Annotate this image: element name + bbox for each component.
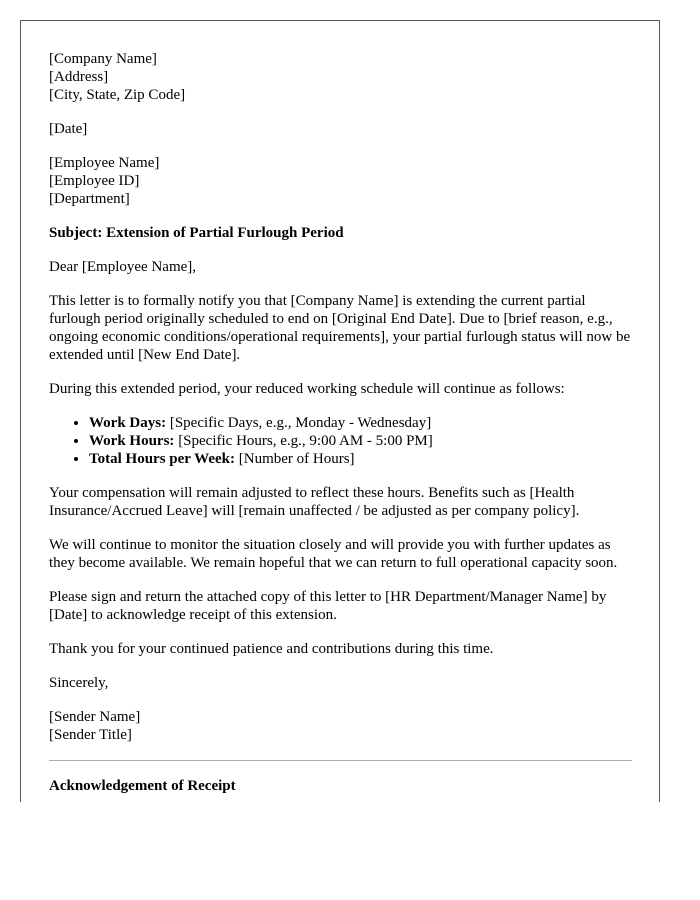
date-text: [Date] — [49, 121, 88, 137]
acknowledgement-title: Acknowledgement of Receipt — [49, 778, 236, 794]
schedule-label: Total Hours per Week: — [89, 451, 235, 467]
schedule-value: [Specific Days, e.g., Monday - Wednesday] — [166, 415, 432, 431]
employee-name: [Employee Name] — [49, 155, 160, 171]
paragraph-monitoring: We will continue to monitor the situation closely and will provide you with further updates as they become available. We remain hopeful that we can return to full operational capacity soon. — [49, 537, 618, 571]
sender-name: [Sender Name] — [49, 709, 141, 725]
paragraph-notice: This letter is to formally notify you that [Company Name] is extending the current partial furlough period originally scheduled to end on [Original End Date]. Due to [brief reason, e.g., ongoing economic conditions/operational requirements], your partial furlough status will now be extended until [New End Date]. — [49, 293, 631, 363]
employee-department: [Department] — [49, 191, 130, 207]
schedule-label: Work Days: — [89, 415, 167, 431]
letter-content — [49, 50, 634, 802]
paragraph-compensation: Your compensation will remain adjusted to reflect these hours. Benefits such as [Health Insurance/Accrued Leave] will [remain unaffected / be adjusted as per company policy]. — [49, 485, 580, 519]
letter-page — [20, 20, 660, 802]
letter-date — [49, 120, 634, 138]
schedule-value: [Specific Hours, e.g., 9:00 AM - 5:00 PM] — [174, 433, 433, 449]
sender-block — [49, 708, 634, 744]
letter-subject: Subject: Extension of Partial Furlough Period — [49, 225, 344, 241]
company-name: [Company Name] — [49, 51, 157, 67]
company-city: [City, State, Zip Code] — [49, 87, 186, 103]
schedule-value: [Number of Hours] — [235, 451, 355, 467]
list-item — [89, 432, 634, 450]
closing: Sincerely, — [49, 675, 109, 691]
company-address-block — [49, 50, 634, 104]
sender-title: [Sender Title] — [49, 727, 132, 743]
paragraph-return-request: Please sign and return the attached copy of this letter to [HR Department/Manager Name] by [Date] to acknowledge receipt of this extension. — [49, 589, 607, 623]
employee-block — [49, 154, 634, 208]
salutation: Dear [Employee Name], — [49, 259, 197, 275]
list-item — [89, 414, 634, 432]
paragraph-schedule-intro: During this extended period, your reduced working schedule will continue as follows: — [49, 381, 565, 397]
paragraph-thanks: Thank you for your continued patience and contributions during this time. — [49, 641, 494, 657]
employee-id: [Employee ID] — [49, 173, 140, 189]
list-item — [89, 450, 634, 468]
company-address: [Address] — [49, 69, 109, 85]
schedule-label: Work Hours: — [89, 433, 175, 449]
section-divider — [49, 760, 632, 761]
schedule-list — [49, 414, 634, 468]
